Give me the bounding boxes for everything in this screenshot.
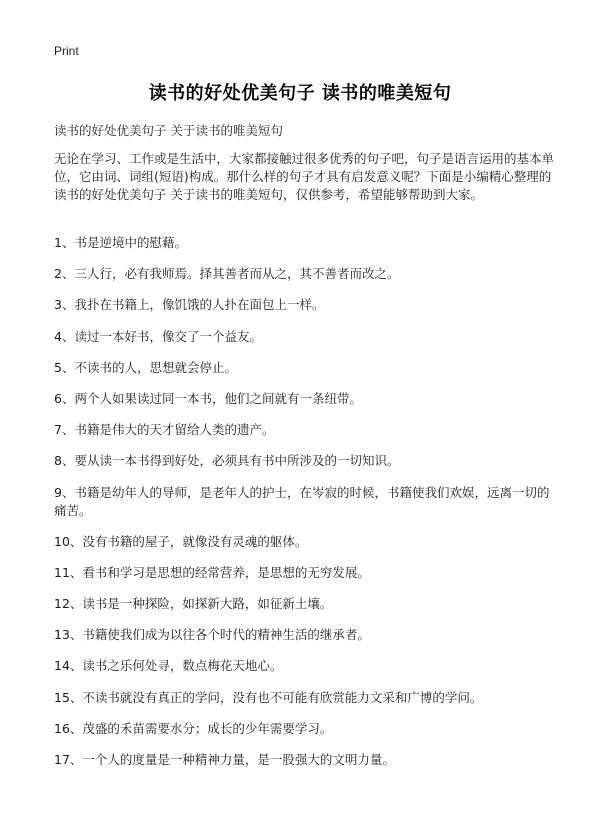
list-item: 16、茂盛的禾苗需要水分；成长的少年需要学习。 <box>54 720 333 736</box>
list-item: 4、读过一本好书，像交了一个益友。 <box>54 328 262 344</box>
list-item: 11、看书和学习是思想的经常营养，是思想的无穷发展。 <box>54 564 370 580</box>
list-item: 15、不读书就没有真正的学问，没有也不可能有欣赏能力文采和广博的学问。 <box>54 689 483 705</box>
list-item: 9、书籍是幼年人的导师，是老年人的护士，在岑寂的时候，书籍使我们欢娱，远离一切的痛苦。 <box>54 484 550 518</box>
list-item: 2、三人行，必有我师焉。择其善者而从之，其不善者而改之。 <box>54 266 400 282</box>
list-item: 3、我扑在书籍上，像饥饿的人扑在面包上一样。 <box>54 297 325 313</box>
print-link[interactable]: Print <box>54 44 79 58</box>
list-item: 7、书籍是伟大的天才留给人类的遗产。 <box>54 422 275 438</box>
list-item: 1、书是逆境中的慰藉。 <box>54 235 187 250</box>
list-item: 12、读书是一种探险，如探新大路，如征新土壤。 <box>54 596 333 612</box>
intro-paragraph: 无论在学习、工作或是生活中，大家都接触过很多优秀的句子吧，句子是语言运用的基本单位，它由词、词组(短语)构成。那什么样的句子才具有启发意义呢？下面是小编精心整理的读书的好处优美句子 关于读书的唯美短句，仅供参考，希望能够帮助到大家。 <box>54 151 555 202</box>
quote-list <box>54 234 554 782</box>
list-item: 13、书籍使我们成为以往各个时代的精神生活的继承者。 <box>54 627 370 643</box>
list-item: 5、不读书的人，思想就会停止。 <box>54 359 237 375</box>
page-title: 读书的好处优美句子 读书的唯美短句 <box>148 83 452 104</box>
list-item: 17、一个人的度量是一种精神力量，是一股强大的文明力量。 <box>54 752 395 767</box>
list-item: 10、没有书籍的屋子，就像没有灵魂的躯体。 <box>54 533 308 549</box>
list-item: 14、读书之乐何处寻，数点梅花天地心。 <box>54 658 283 674</box>
page-subtitle: 读书的好处优美句子 关于读书的唯美短句 <box>54 123 283 138</box>
list-item: 8、要从读一本书得到好处，必须具有书中所涉及的一切知识。 <box>54 453 400 469</box>
list-item: 6、两个人如果读过同一本书，他们之间就有一条纽带。 <box>54 390 362 406</box>
